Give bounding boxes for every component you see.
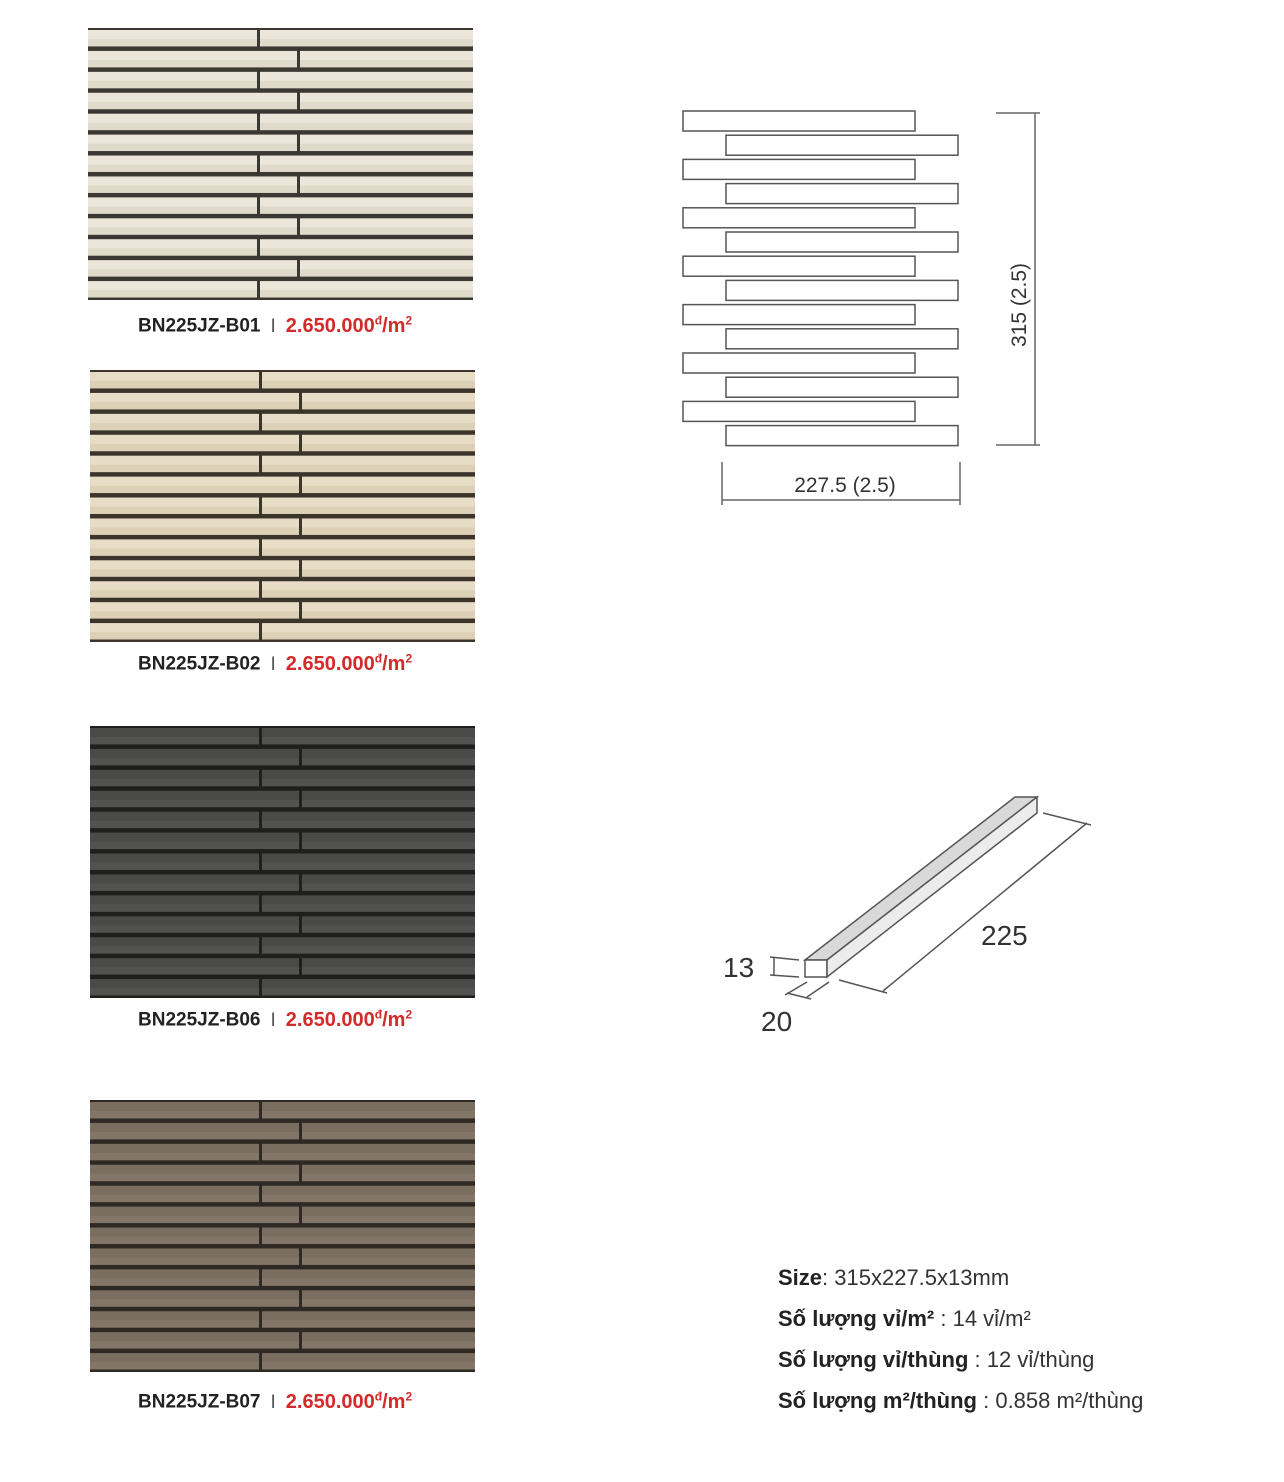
tile-strip-shade xyxy=(90,1111,259,1118)
tile-width-label: 20 xyxy=(761,1006,793,1037)
tile-strip-shade xyxy=(90,507,259,514)
tile-strip-shade xyxy=(88,60,297,67)
product-caption-b01 xyxy=(138,305,412,335)
tile-strip-shade xyxy=(302,402,475,409)
tile-strip-shade xyxy=(90,842,299,849)
spec-value: 14 vỉ/m² xyxy=(952,1306,1031,1331)
tile-strip-shade xyxy=(302,758,475,765)
tile-swatch-b01 xyxy=(88,28,473,300)
tile-strip-shade xyxy=(90,1362,259,1369)
tile-strip-shade xyxy=(262,1362,475,1369)
spec-sep: : xyxy=(822,1265,835,1290)
tile-strip-shade xyxy=(90,1132,299,1139)
tile-strip-shade xyxy=(302,1299,475,1306)
tile-strip-shade xyxy=(90,1341,299,1348)
product-caption-b06 xyxy=(138,999,412,1029)
tile-strip-shade xyxy=(90,883,299,890)
tile-swatch-b07 xyxy=(90,1100,475,1372)
tile-strip-shade xyxy=(90,737,259,744)
price-unit: $/m^2$ xyxy=(382,651,413,675)
tile-strip-shade xyxy=(90,904,259,911)
tile-strip-shade xyxy=(90,590,259,597)
tile-strip-shade xyxy=(300,227,473,234)
tile-strip-shade xyxy=(262,821,475,828)
length-label: 225 xyxy=(981,920,1028,951)
tile-strip-shade xyxy=(260,81,473,88)
tile-strip-shade xyxy=(88,102,297,109)
tile-strip-shade xyxy=(262,381,475,388)
tile-strip-shade xyxy=(90,611,299,618)
tile-strip-shade xyxy=(90,548,259,555)
tile-strip-shade xyxy=(90,1237,259,1244)
tile-strip-shade xyxy=(90,1153,259,1160)
tile-strip-shade xyxy=(302,1174,475,1181)
tile-strip-shade xyxy=(300,269,473,276)
tile-strip-shade xyxy=(302,1341,475,1348)
separator: I xyxy=(270,1009,276,1031)
tile-strip-shade xyxy=(90,1174,299,1181)
sheet-bar xyxy=(683,305,915,325)
tile-dimension-diagram xyxy=(715,785,1105,1045)
spec-row-sheets-per-box xyxy=(778,1344,1258,1385)
spec-row-sheets-per-m2 xyxy=(778,1303,1258,1344)
spec-list xyxy=(778,1262,1258,1426)
tile-strip-shade xyxy=(88,227,297,234)
tile-strip-shade xyxy=(262,1111,475,1118)
tile-strip-shade xyxy=(262,632,475,639)
tile-strip-shade xyxy=(88,81,257,88)
separator: I xyxy=(270,1391,276,1413)
tile-strip-shade xyxy=(90,946,259,953)
tile-strip-shade xyxy=(88,123,257,130)
tile-strip-shade xyxy=(302,842,475,849)
tile-strip-shade xyxy=(302,925,475,932)
tile-strip-shade xyxy=(90,1257,299,1264)
spec-row-size xyxy=(778,1262,1258,1303)
spec-key: Size xyxy=(778,1265,823,1290)
spec-row-m2-per-box xyxy=(778,1385,1258,1426)
tile-strip-shade xyxy=(90,402,299,409)
tile-strip-shade xyxy=(262,1195,475,1202)
tile-strip-shade xyxy=(260,165,473,172)
tile-strip-shade xyxy=(300,60,473,67)
tile-strip-shade xyxy=(90,1278,259,1285)
tile-strip-shade xyxy=(262,465,475,472)
height-label: 315 (2.5) xyxy=(1008,262,1031,348)
tile-strip-shade xyxy=(302,527,475,534)
tile-strip-shade xyxy=(262,988,475,995)
tile-strip-shade xyxy=(262,1278,475,1285)
product-caption-b07 xyxy=(138,1381,412,1411)
product-code: BN225JZ-B06 xyxy=(138,1009,261,1031)
price-unit: $/m^2$ xyxy=(382,1007,413,1031)
tile-strip-shade xyxy=(88,248,257,255)
tile-strip-shade xyxy=(262,1153,475,1160)
tile-swatch-b02 xyxy=(90,370,475,642)
tile-strip-shade xyxy=(90,988,259,995)
spec-key: Số lượng m²/thùng xyxy=(778,1388,977,1413)
product-code: BN225JZ-B07 xyxy=(138,1391,261,1413)
tile-strip-shade xyxy=(90,444,299,451)
sheet-bar xyxy=(726,280,958,300)
tile-strip-shade xyxy=(262,904,475,911)
tile-strip-shade xyxy=(302,1132,475,1139)
sheet-bar xyxy=(726,135,958,155)
product-price: $2.650.000^đ$ xyxy=(285,313,383,337)
tile-strip-shade xyxy=(90,465,259,472)
sheet-bar xyxy=(683,159,915,179)
spec-value: 315x227.5x13mm xyxy=(834,1265,1010,1290)
spec-value: 12 vỉ/thùng xyxy=(986,1347,1095,1372)
tile-strip-shade xyxy=(262,1320,475,1327)
tile-strip-shade xyxy=(262,779,475,786)
tile-strip-shade xyxy=(300,144,473,151)
sheet-bar xyxy=(683,353,915,373)
tile-strip-shade xyxy=(262,507,475,514)
sheet-bar xyxy=(683,256,915,276)
sheet-layout-diagram xyxy=(670,100,1060,520)
tile-strip-shade xyxy=(88,185,297,192)
tile-strip-shade xyxy=(90,486,299,493)
tile-strip-shade xyxy=(90,925,299,932)
tile-strip-shade xyxy=(88,269,297,276)
tile-strip-shade xyxy=(90,863,259,870)
tile-strip-shade xyxy=(88,144,297,151)
tile-strip-shade xyxy=(90,821,259,828)
tile-strip-shade xyxy=(302,883,475,890)
tile-texture xyxy=(90,370,475,642)
sheet-bar xyxy=(726,184,958,204)
tile-strip-shade xyxy=(90,1320,259,1327)
product-price: $2.650.000^đ$ xyxy=(285,1007,383,1031)
tile-strip-shade xyxy=(88,39,257,46)
tile-strip-shade xyxy=(262,1237,475,1244)
spec-sep: : xyxy=(968,1347,987,1372)
tile-strip-shade xyxy=(90,779,259,786)
tile-strip-shade xyxy=(302,569,475,576)
tile-strip-shade xyxy=(262,737,475,744)
tile-strip-shade xyxy=(90,632,259,639)
tile-strip-shade xyxy=(260,290,473,297)
tile-strip-shade xyxy=(90,1299,299,1306)
product-code: BN225JZ-B02 xyxy=(138,653,261,675)
tile-strip-shade xyxy=(90,800,299,807)
thickness-label: 13 xyxy=(723,952,755,983)
sheet-bar xyxy=(726,426,958,446)
tile-swatch-b06 xyxy=(90,726,475,998)
sheet-bar xyxy=(726,329,958,349)
tile-strip-shade xyxy=(260,206,473,213)
product-price: $2.650.000^đ$ xyxy=(285,1389,383,1413)
tile-strip-shade xyxy=(88,206,257,213)
product-price: $2.650.000^đ$ xyxy=(285,651,383,675)
tile-strip-shade xyxy=(302,967,475,974)
tile-strip-shade xyxy=(262,548,475,555)
tile-strip-shade xyxy=(262,863,475,870)
tile-strip-shade xyxy=(302,444,475,451)
sheet-bar xyxy=(726,377,958,397)
spec-key: Số lượng vỉ/m² xyxy=(778,1306,935,1331)
separator: I xyxy=(270,315,276,337)
tile-strip-shade xyxy=(90,381,259,388)
tile-strip-shade xyxy=(90,423,259,430)
tile-strip-shade xyxy=(88,165,257,172)
tile-strip-shade xyxy=(302,1257,475,1264)
separator: I xyxy=(270,653,276,675)
spec-sep: : xyxy=(976,1388,996,1413)
tile-strip-shade xyxy=(260,39,473,46)
sheet-bar xyxy=(683,401,915,421)
tile-texture xyxy=(90,1100,475,1372)
tile-strip-shade xyxy=(300,185,473,192)
spec-value: 0.858 m²/thùng xyxy=(995,1388,1144,1413)
tile-strip-shade xyxy=(302,1216,475,1223)
spec-sep: : xyxy=(934,1306,953,1331)
sheet-bar xyxy=(683,111,915,131)
tile-strip-shade xyxy=(260,248,473,255)
tile-strip-shade xyxy=(302,800,475,807)
sheet-bars xyxy=(683,111,958,446)
tile-strip-shade xyxy=(90,1195,259,1202)
price-unit: $/m^2$ xyxy=(382,313,413,337)
product-caption-b02 xyxy=(138,643,412,673)
tile-strip-shade xyxy=(262,423,475,430)
sheet-bar xyxy=(726,232,958,252)
tile-strip-shade xyxy=(302,486,475,493)
tile-strip-shade xyxy=(90,527,299,534)
tile-strip-shade xyxy=(90,1216,299,1223)
product-code: BN225JZ-B01 xyxy=(138,315,261,337)
tile-strip-shade xyxy=(260,123,473,130)
tile-strip-shade xyxy=(300,102,473,109)
tile-strip-shade xyxy=(262,946,475,953)
spec-key: Số lượng vỉ/thùng xyxy=(778,1347,969,1372)
width-dimension-small xyxy=(785,982,829,999)
width-label: 227.5 (2.5) xyxy=(794,474,896,497)
sheet-bar xyxy=(683,208,915,228)
price-unit: $/m^2$ xyxy=(382,1389,413,1413)
tile-strip-shade xyxy=(90,758,299,765)
tile-strip-shade xyxy=(90,967,299,974)
tile-strip-shade xyxy=(88,290,257,297)
tile-strip-shade xyxy=(262,590,475,597)
tile-strip-shade xyxy=(90,569,299,576)
tile-texture xyxy=(88,28,473,300)
tile-texture xyxy=(90,726,475,998)
height-dimension-small xyxy=(770,957,799,977)
tile-strip-shade xyxy=(302,611,475,618)
